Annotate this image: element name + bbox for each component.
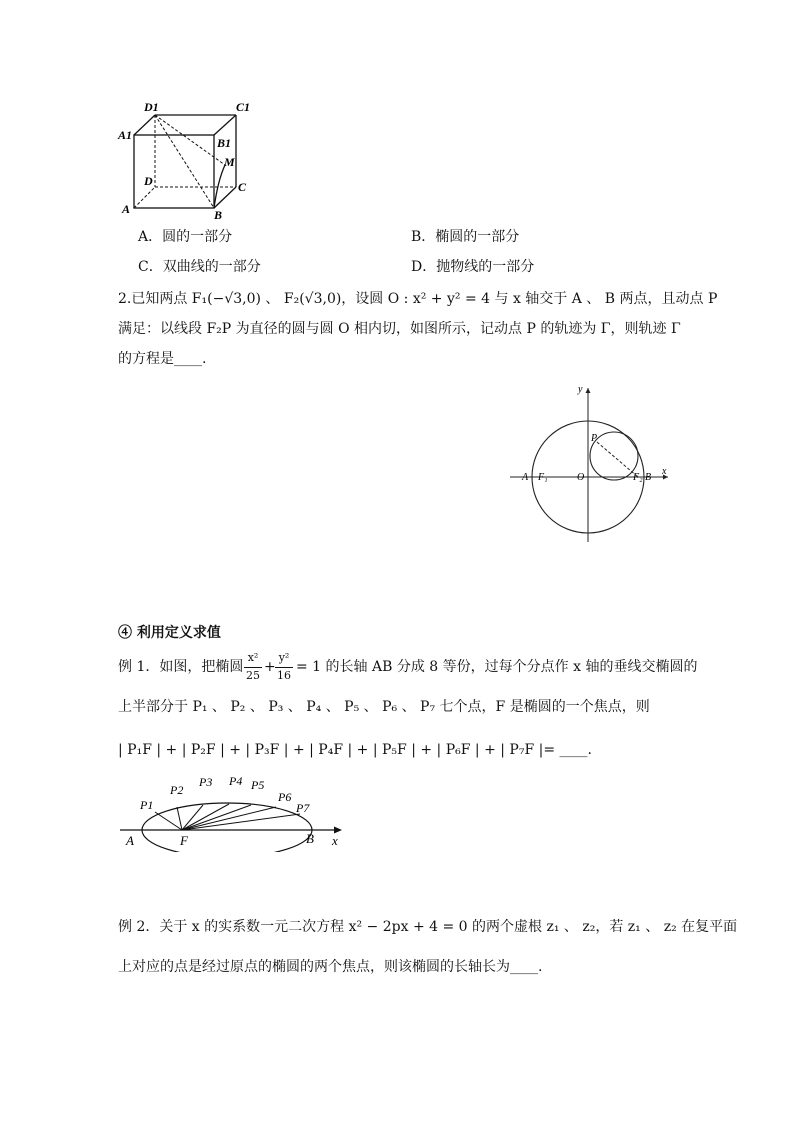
ellipse-label-p2: P2: [170, 783, 184, 797]
option-a: A．圆的一部分: [138, 229, 233, 245]
ex1-frac1-num: x²: [247, 651, 259, 664]
ex1-line3: | P₁F | + | P₂F | + | P₃F | + | P₄F | + | P₅F | + | P₆F | + | P₇F |= ____.: [118, 742, 592, 758]
q2-line3: 的方程是____.: [118, 351, 207, 367]
cube-label-c: C: [238, 180, 247, 194]
option-d: D．抛物线的一部分: [411, 259, 535, 275]
circle-label-o: O: [577, 472, 585, 483]
cube-label-c1: C1: [236, 100, 251, 114]
ex2-line2: 上对应的点是经过原点的椭圆的两个焦点，则该椭圆的长轴长为____.: [118, 959, 543, 975]
circle-label-f1: F₁: [538, 472, 548, 483]
cube-figure: [110, 95, 260, 220]
ellipse-label-p6: P6: [278, 790, 292, 804]
option-c: C．双曲线的一部分: [138, 259, 261, 275]
ellipse-label-p3: P3: [199, 775, 213, 789]
ellipse-label-p4: P4: [229, 774, 243, 788]
ellipse-label-p5: P5: [251, 778, 265, 792]
ellipse-label-p7: P7: [296, 801, 310, 815]
ex1-line2: 上半部分于 P₁ 、 P₂ 、 P₃ 、 P₄ 、 P₅ 、 P₆ 、 P₇ 七个点，F 是椭圆的一个焦点，则: [118, 699, 650, 715]
ellipse-label-b: B: [306, 831, 314, 846]
ex1-frac2-den: 16: [277, 669, 291, 682]
cube-label-a: A: [122, 202, 131, 216]
ellipse-label-a: A: [126, 833, 134, 848]
cube-label-m: M: [224, 155, 235, 169]
circle-label-p: P: [591, 433, 598, 444]
circle-label-y: y: [578, 384, 583, 395]
ex2-line1: 例 2．关于 x 的实系数一元二次方程 x² − 2px + 4 = 0 的两个虚根 z₁ 、 z₂，若 z₁ 、 z₂ 在复平面: [118, 919, 738, 935]
q2-line2: 满足：以线段 F₂P 为直径的圆与圆 O 相内切，如图所示，记动点 P 的轨迹为 Γ，则轨迹 Γ: [118, 321, 681, 337]
ex1-line1-pre: 例 1．如图，把椭圆: [118, 659, 244, 675]
ellipse-label-f: F: [180, 833, 188, 848]
circle-label-b: B: [645, 472, 652, 483]
circle-figure: [508, 380, 673, 545]
circle-label-f2: F₂: [633, 472, 643, 483]
cube-label-b: B: [214, 208, 223, 220]
cube-label-d: D: [144, 174, 153, 188]
ex1-line1-post: = 1 的长轴 AB 分成 8 等份，过每个分点作 x 轴的垂线交椭圆的: [296, 659, 698, 675]
ellipse-figure: [118, 770, 353, 852]
q2-line1: 2.已知两点 F₁(−√3,0) 、 F₂(√3,0)，设圆 O : x² + y² = 4 与 x 轴交于 A 、 B 两点，且动点 P: [118, 291, 718, 307]
circle-label-x: x: [662, 466, 667, 477]
ex1-frac2-num: y²: [278, 651, 290, 664]
ex1-plus: +: [264, 659, 276, 675]
ex1-frac1-den: 25: [246, 669, 260, 682]
ellipse-label-p1: P1: [140, 798, 154, 812]
cube-label-b1: B1: [217, 136, 232, 150]
circle-label-a: A: [522, 472, 529, 483]
section-heading: ④ 利用定义求值: [118, 625, 221, 641]
cube-label-a1: A1: [118, 128, 133, 142]
cube-label-d1: D1: [144, 100, 159, 114]
ellipse-label-x: x: [332, 833, 338, 848]
option-b: B．椭圆的一部分: [411, 229, 520, 245]
